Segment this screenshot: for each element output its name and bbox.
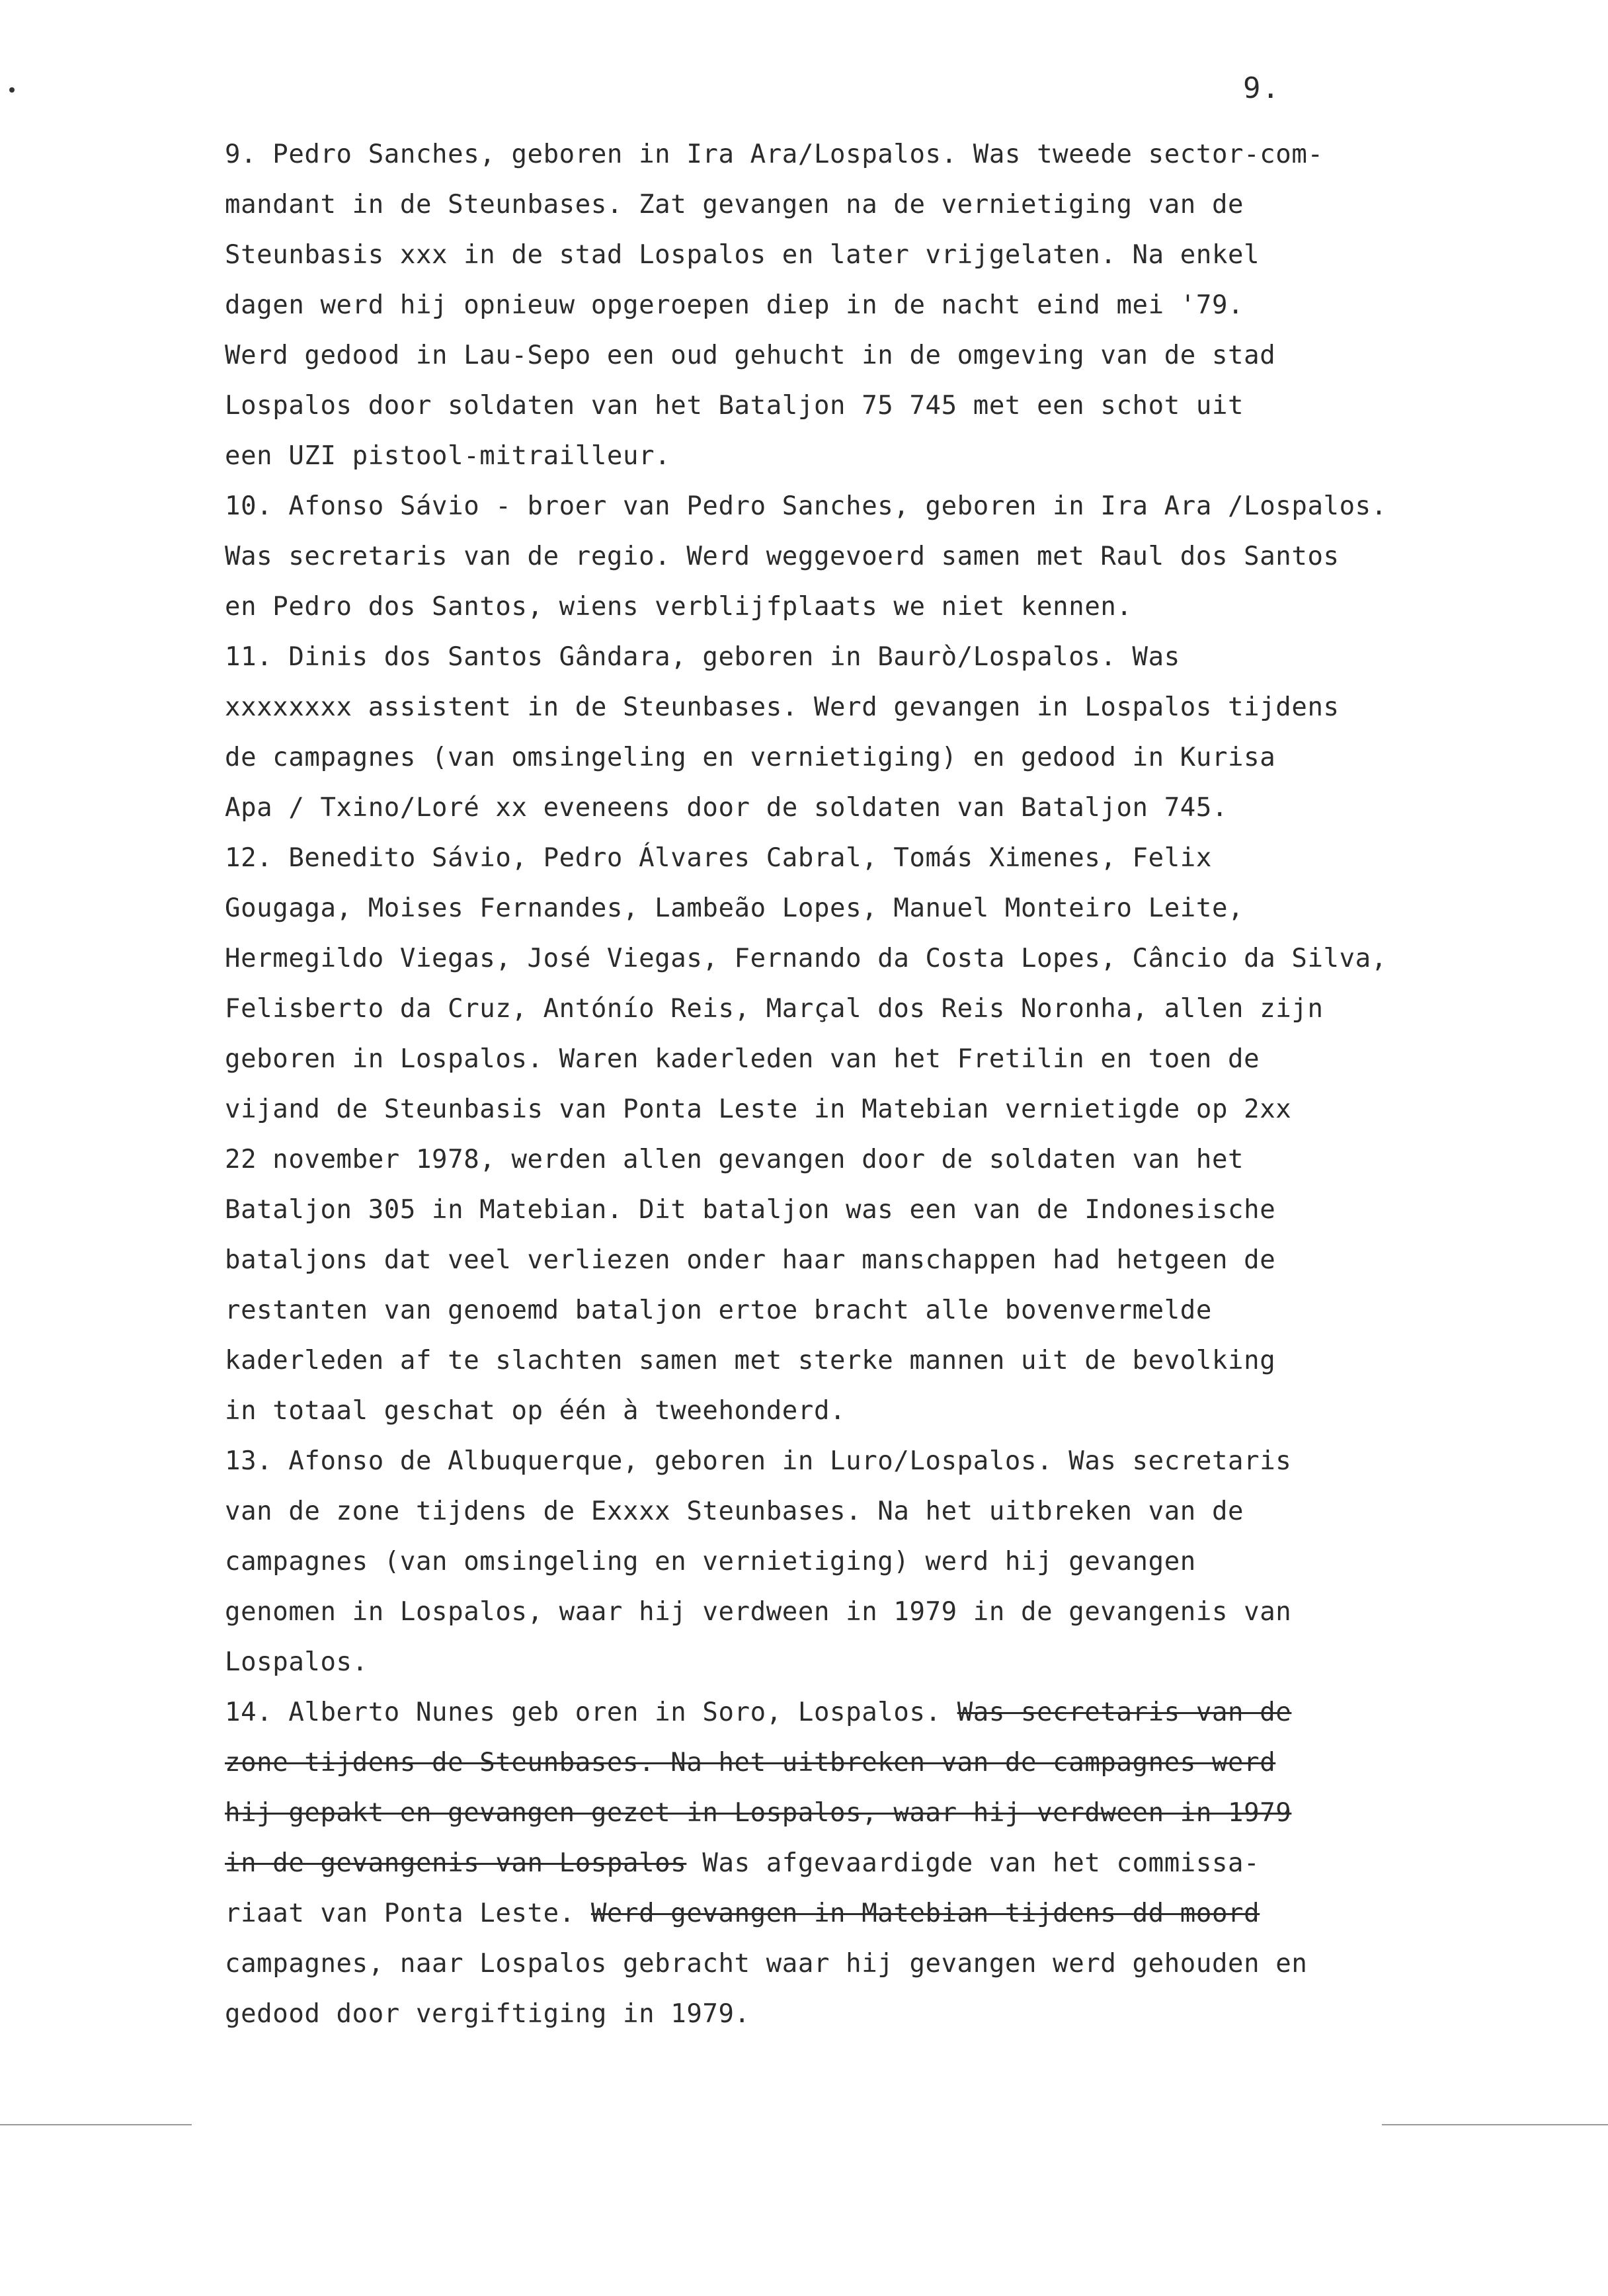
item-14-line: [225, 1838, 1534, 1889]
text-line: de campagnes (van omsingeling en vernietiging) en gedood in Kurisa: [225, 743, 1276, 772]
struck-text: hij gepakt en gevangen gezet in Lospalos, waar hij verdween in 1979: [225, 1798, 1292, 1828]
text-line: kaderleden af te slachten samen met sterke mannen uit de bevolking: [225, 1346, 1276, 1375]
text-line: Werd gedood in Lau-Sepo een oud gehucht in de omgeving van de stad: [225, 341, 1276, 370]
text-line: 13. Afonso de Albuquerque, geboren in Luro/Lospalos. Was secretaris: [225, 1446, 1292, 1476]
text-line: een UZI pistool-mitrailleur.: [225, 441, 671, 471]
punch-mark: [9, 87, 15, 93]
text-line: in totaal geschat op één à tweehonderd.: [225, 1396, 846, 1426]
text-line: Apa / Txino/Loré xx eveneens door de soldaten van Bataljon 745.: [225, 793, 1228, 823]
item-14-text: 14. Alberto Nunes geb oren in Soro, Lospalos.: [225, 1698, 957, 1727]
struck-text: Werd gevangen in Matebian tijdens dd moord: [590, 1899, 1260, 1928]
text-line: 12. Benedito Sávio, Pedro Álvares Cabral, Tomás Ximenes, Felix: [225, 843, 1212, 873]
item-14-line: [225, 1889, 1534, 1939]
text-line: campagnes (van omsingeling en vernietiging) werd hij gevangen: [225, 1547, 1196, 1577]
item-14-line: [225, 1688, 1534, 1738]
document-body: [225, 130, 1534, 2039]
text-line: Hermegildo Viegas, José Viegas, Fernando da Costa Lopes, Câncio da Silva,: [225, 944, 1387, 973]
text-line: geboren in Lospalos. Waren kaderleden van het Fretilin en toen de: [225, 1044, 1260, 1074]
item-14-line: [225, 1788, 1534, 1838]
text-line: van de zone tijdens de Exxxx Steunbases. Na het uitbreken van de: [225, 1496, 1244, 1526]
text-line: xxxxxxxx assistent in de Steunbases. Werd gevangen in Lospalos tijdens: [225, 692, 1340, 722]
text-line: vijand de Steunbasis van Ponta Leste in Matebian vernietigde op 2xx: [225, 1094, 1292, 1124]
margin-rule: [0, 2124, 192, 2125]
text-line: Felisberto da Cruz, Antónío Reis, Marçal dos Reis Noronha, allen zijn: [225, 994, 1324, 1024]
struck-text: zone tijdens de Steunbases. Na het uitbreken van de campagnes werd: [225, 1748, 1276, 1778]
text-line: genomen in Lospalos, waar hij verdween in 1979 in de gevangenis van: [225, 1597, 1292, 1627]
item-14-line: [225, 1738, 1534, 1788]
text-line: Gougaga, Moises Fernandes, Lambeão Lopes, Manuel Monteiro Leite,: [225, 893, 1244, 923]
margin-rule-right: [1382, 2124, 1608, 2125]
text-line: Lospalos door soldaten van het Bataljon 75 745 met een schot uit: [225, 391, 1244, 421]
item-14-text: riaat van Ponta Leste.: [225, 1899, 591, 1928]
struck-text: Was secretaris van de: [957, 1698, 1292, 1727]
text-line: restanten van genoemd bataljon ertoe bracht alle bovenvermelde: [225, 1295, 1212, 1325]
text-line: 22 november 1978, werden allen gevangen door de soldaten van het: [225, 1145, 1244, 1174]
text-line: 10. Afonso Sávio - broer van Pedro Sanches, geboren in Ira Ara /Lospalos.: [225, 491, 1387, 521]
text-line: Lospalos.: [225, 1647, 368, 1677]
item-14-line: campagnes, naar Lospalos gebracht waar hij gevangen werd gehouden en: [225, 1949, 1308, 1979]
text-line: en Pedro dos Santos, wiens verblijfplaats we niet kennen.: [225, 592, 1133, 622]
text-line: 9. Pedro Sanches, geboren in Ira Ara/Lospalos. Was tweede sector-com-: [225, 140, 1324, 169]
text-line: Was secretaris van de regio. Werd weggevoerd samen met Raul dos Santos: [225, 542, 1340, 571]
text-line: Bataljon 305 in Matebian. Dit bataljon was een van de Indonesische: [225, 1195, 1276, 1225]
text-line: Steunbasis xxx in de stad Lospalos en later vrijgelaten. Na enkel: [225, 240, 1260, 270]
item-14-line: gedood door vergiftiging in 1979.: [225, 1999, 750, 2029]
text-line: dagen werd hij opnieuw opgeroepen diep in de nacht eind mei '79.: [225, 290, 1244, 320]
item-14-text: Was afgevaardigde van het commissa-: [686, 1848, 1260, 1878]
text-line: mandant in de Steunbases. Zat gevangen na de vernietiging van de: [225, 190, 1244, 220]
text-line: 11. Dinis dos Santos Gândara, geboren in Baurò/Lospalos. Was: [225, 642, 1180, 672]
text-line: bataljons dat veel verliezen onder haar manschappen had hetgeen de: [225, 1245, 1276, 1275]
page-number: 9.: [1243, 71, 1281, 105]
struck-text: in de gevangenis van Lospalos: [225, 1848, 687, 1878]
